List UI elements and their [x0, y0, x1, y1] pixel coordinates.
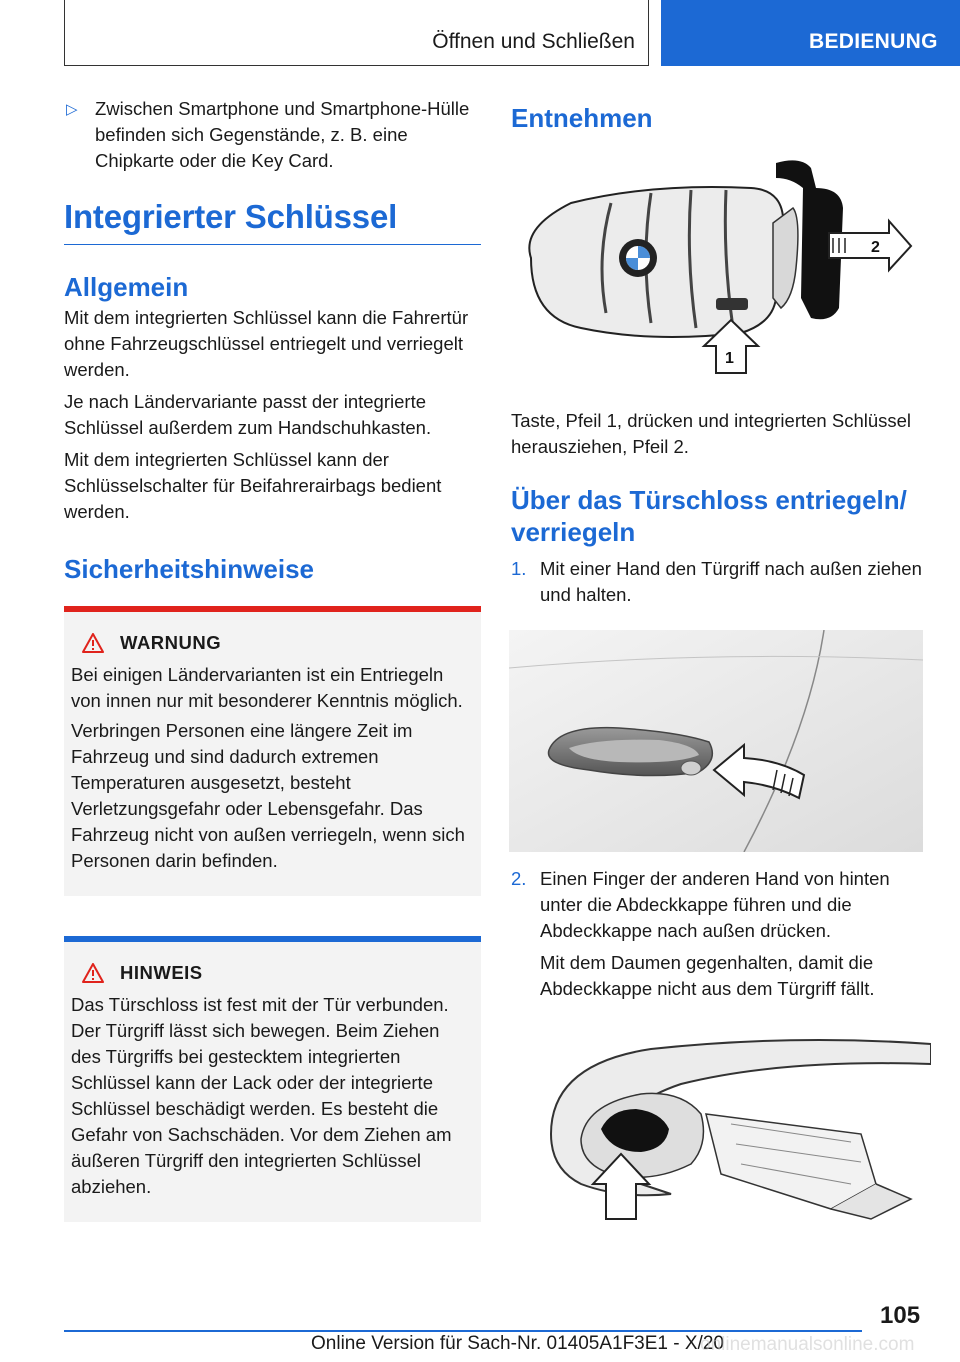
- bullet-item: [64, 96, 481, 174]
- warning-text: Verbringen Personen eine längere Zeit im Fahrzeug und sind dadurch extremen Temperaturen ausgesetzt, besteht Verletzungsgefahr oder Lebensgefahr. Das Fahrzeug nicht von außen verriegeln, wenn sich Personen darin befinden.: [71, 720, 465, 871]
- warning-title: WARNUNG: [120, 632, 222, 653]
- footer-watermark: onlinemanualsonline.com: [700, 1334, 915, 1355]
- subheading-remove: Entnehmen: [511, 103, 653, 133]
- page-header: [0, 0, 960, 66]
- step-text: Einen Finger der anderen Hand von hinten unter die Abdeckkappe führen und die Abdeckkappe nach außen drücken.: [540, 868, 890, 941]
- subheading-general: Allgemein: [64, 272, 189, 302]
- cover-cap-figure: [531, 1024, 931, 1224]
- footer-divider: [64, 1330, 862, 1332]
- bullet-text: Zwischen Smartphone und Smartphone-Hülle befinden sich Gegenstände, z. B. eine Chipkarte oder die Key Card.: [95, 98, 470, 171]
- chapter-title-box: [64, 0, 649, 66]
- door-handle-figure: [509, 630, 923, 852]
- subheading-door-lock: Über das Türschloss entriegeln/ verriegeln: [511, 485, 907, 547]
- step-number: 1.: [511, 558, 527, 579]
- step-subtext: Mit dem Daumen gegenhalten, damit die Abdeckkappe nicht aus dem Türgriff fällt.: [540, 952, 875, 999]
- section-heading-integrated-key: Integrierter Schlüssel: [64, 198, 481, 245]
- chapter-title: Öffnen und Schließen: [432, 30, 635, 53]
- triangle-bullet-icon: ▷: [66, 101, 78, 118]
- page-number: 105: [880, 1302, 921, 1329]
- arrow-label-2: 2: [871, 239, 880, 256]
- note-box: [64, 936, 481, 1222]
- step-1: [511, 556, 931, 608]
- step-text: Mit einer Hand den Türgriff nach außen ziehen und halten.: [540, 558, 922, 605]
- step-2: [511, 866, 931, 944]
- section-label: BEDIENUNG: [809, 30, 938, 53]
- subheading-safety: Sicherheitshinweise: [64, 554, 314, 584]
- warning-header: [71, 632, 473, 654]
- key-cylinder-cap: [681, 761, 701, 775]
- step-2-sub: [511, 950, 931, 1002]
- paragraph: Mit dem integrierten Schlüssel kann die Fahrertür ohne Fahrzeugschlüssel entriegelt und verriegelt werden.: [64, 307, 469, 380]
- paragraph: Je nach Ländervariante passt der integrierte Schlüssel außerdem zum Handschuhkasten.: [64, 391, 432, 438]
- note-title: HINWEIS: [120, 962, 203, 983]
- arrow-label-1: 1: [725, 350, 734, 367]
- remove-instruction: Taste, Pfeil 1, drücken und integrierten Schlüssel herausziehen, Pfeil 2.: [511, 410, 912, 457]
- release-button: [716, 298, 748, 310]
- step-number: 2.: [511, 868, 527, 889]
- left-column: [64, 96, 481, 1222]
- note-text: Das Türschloss ist fest mit der Tür verbunden. Der Türgriff lässt sich bewegen. Beim Ziehen des Türgriffs bei gestecktem integrierten Schlüssel kann der Lack oder der integrierte Schlüssel beschädigt werden. Es besteht die Gefahr von Sachschäden. Vor dem Ziehen am äußeren Türgriff den integrierten Schlüssel abziehen.: [71, 994, 452, 1197]
- warning-triangle-icon: [82, 963, 104, 983]
- key-removal-figure: [511, 148, 931, 378]
- warning-text: Bei einigen Ländervarianten ist ein Entriegeln von innen nur mit besonderer Kenntnis möglich.: [71, 664, 463, 711]
- right-column: [511, 96, 931, 1224]
- warning-triangle-icon: [82, 633, 104, 653]
- paragraph: Mit dem integrierten Schlüssel kann der Schlüsselschalter für Beifahrerairbags bedient werden.: [64, 449, 442, 522]
- note-header: [71, 962, 473, 984]
- warning-box: [64, 606, 481, 896]
- footer-online-version: Online Version für Sach-Nr. 01405A1F3E1 - X/20: [311, 1333, 724, 1354]
- section-tab: [661, 0, 960, 66]
